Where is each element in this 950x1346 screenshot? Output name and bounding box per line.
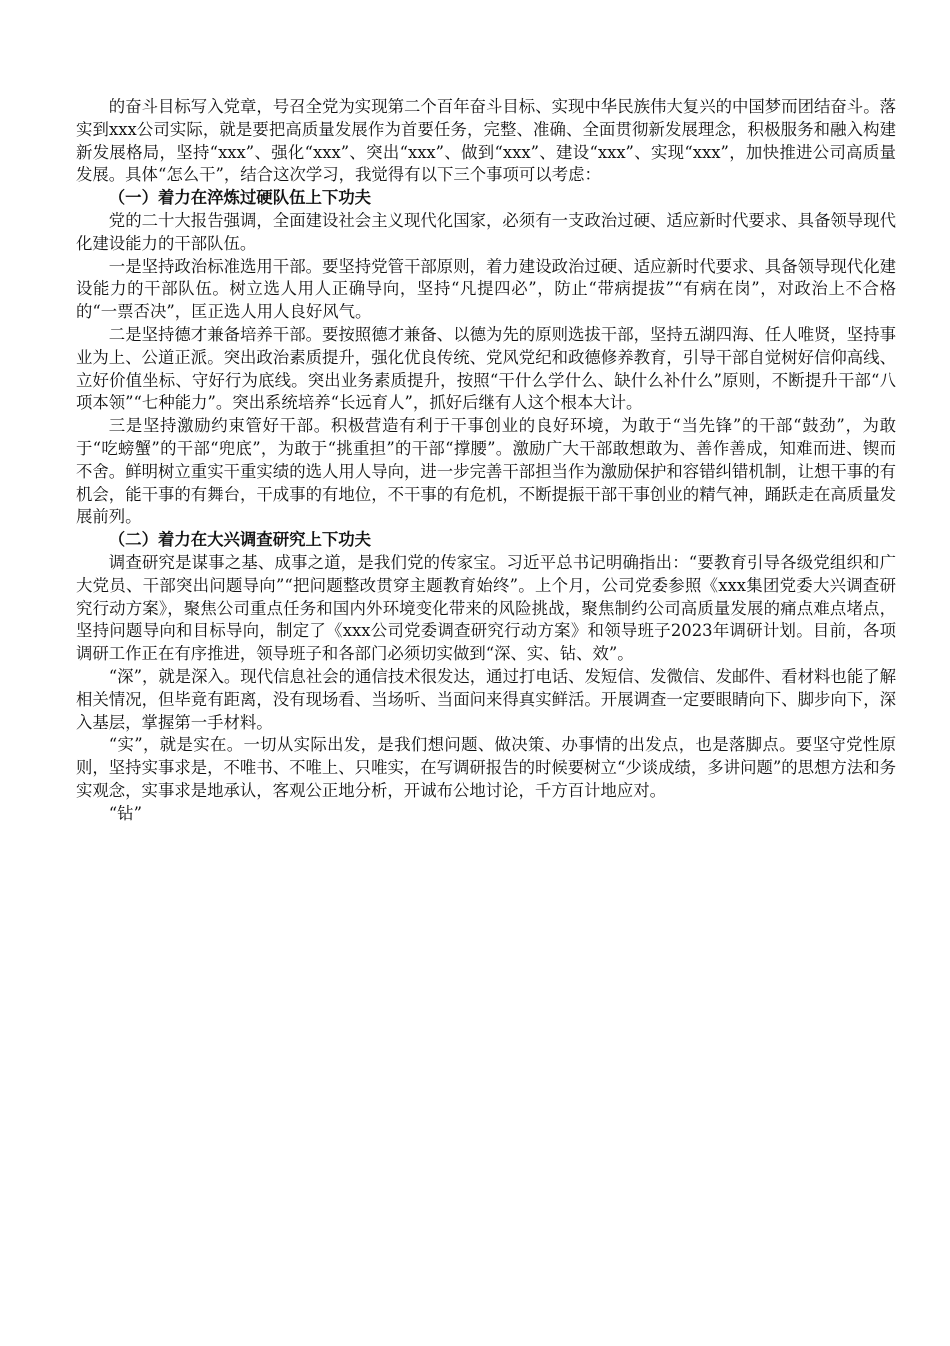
section2-paragraph: 调查研究是谋事之基、成事之道，是我们党的传家宝。习近平总书记明确指出：“要教育引导各级党组织和广大党员、干部突出问题导向”“把问题整改贯穿主题教育始终”。上个月，公司党委参照《xxx集团党委大兴调查研究行动方案》，聚焦公司重点任务和国内外环境变化带来的风险挑战，聚焦制约公司高质量发展的痛点难点堵点，坚持问题导向和目标导向，制定了《xxx公司党委调查研究行动方案》和领导班子2023年调研计划。目前，各项调研工作正在有序推进，领导班子和各部门必须切实做到“深、实、钻、效”。 <box>76 552 896 664</box>
section-heading-1: （一）着力在淬炼过硬队伍上下功夫 <box>108 188 372 208</box>
section2-paragraph: “实”，就是实在。一切从实际出发，是我们想问题、做决策、办事情的出发点，也是落脚点。要坚守党性原则，坚持实事求是，不唯书、不唯上、只唯实，在写调研报告的时候要树立“少谈成绩，多讲问题”的思想方法和务实观念，实事求是地承认，客观公正地分析，开诚布公地讨论，千方百计地应对。 <box>76 735 896 800</box>
section1-paragraph: 二是坚持德才兼备培养干部。要按照德才兼备、以德为先的原则选拔干部，坚持五湖四海、任人唯贤，坚持事业为上、公道正派。突出政治素质提升，强化优良传统、党风党纪和政德修养教育，引导干部自觉树好信仰高线、立好价值坐标、守好行为底线。突出业务素质提升，按照“干什么学什么、缺什么补什么”原则，不断提升干部“八项本领”“七种能力”。突出系统培养“长远育人”，抓好后继有人这个根本大计。 <box>76 324 896 413</box>
document-body <box>76 96 896 826</box>
section1-paragraph: 一是坚持政治标准选用干部。要坚持党管干部原则，着力建设政治过硬、适应新时代要求、具备领导现代化建设能力的干部队伍。树立选人用人正确导向，坚持“凡提四必”，防止“带病提拔”“有病在岗”，对政治上不合格的“一票否决”，匡正选人用人良好风气。 <box>76 256 896 322</box>
section2-paragraph: “钻” <box>108 803 142 823</box>
section-heading-2: （二）着力在大兴调查研究上下功夫 <box>108 530 372 550</box>
intro-paragraph: 的奋斗目标写入党章，号召全党为实现第二个百年奋斗目标、实现中华民族伟大复兴的中国梦而团结奋斗。落实到xxx公司实际，就是要把高质量发展作为首要任务，完整、准确、全面贯彻新发展理念，积极服务和融入构建新发展格局，坚持“xxx”、强化“xxx”、突出“xxx”、做到“xxx”、建设“xxx”、实现“xxx”，加快推进公司高质量发展。具体“怎么干”，结合这次学习，我觉得有以下三个事项可以考虑： <box>76 97 896 185</box>
section1-paragraph: 党的二十大报告强调，全面建设社会主义现代化国家，必须有一支政治过硬、适应新时代要求、具备领导现代化建设能力的干部队伍。 <box>76 210 896 253</box>
section2-paragraph: “深”，就是深入。现代信息社会的通信技术很发达，通过打电话、发短信、发微信、发邮件、看材料也能了解相关情况，但毕竟有距离，没有现场看、当场听、当面问来得真实鲜活。开展调查一定要眼睛向下、脚步向下，深入基层，掌握第一手材料。 <box>76 666 896 732</box>
section1-paragraph: 三是坚持激励约束管好干部。积极营造有利于干事创业的良好环境，为敢于“当先锋”的干部“鼓劲”，为敢于“吃螃蟹”的干部“兜底”，为敢于“挑重担”的干部“撑腰”。激励广大干部敢想敢为、善作善成，知难而进、锲而不舍。鲜明树立重实干重实绩的选人用人导向，进一步完善干部担当作为激励保护和容错纠错机制，让想干事的有机会，能干事的有舞台，干成事的有地位，不干事的有危机，不断提振干部干事创业的精气神，踊跃走在高质量发展前列。 <box>76 416 896 527</box>
